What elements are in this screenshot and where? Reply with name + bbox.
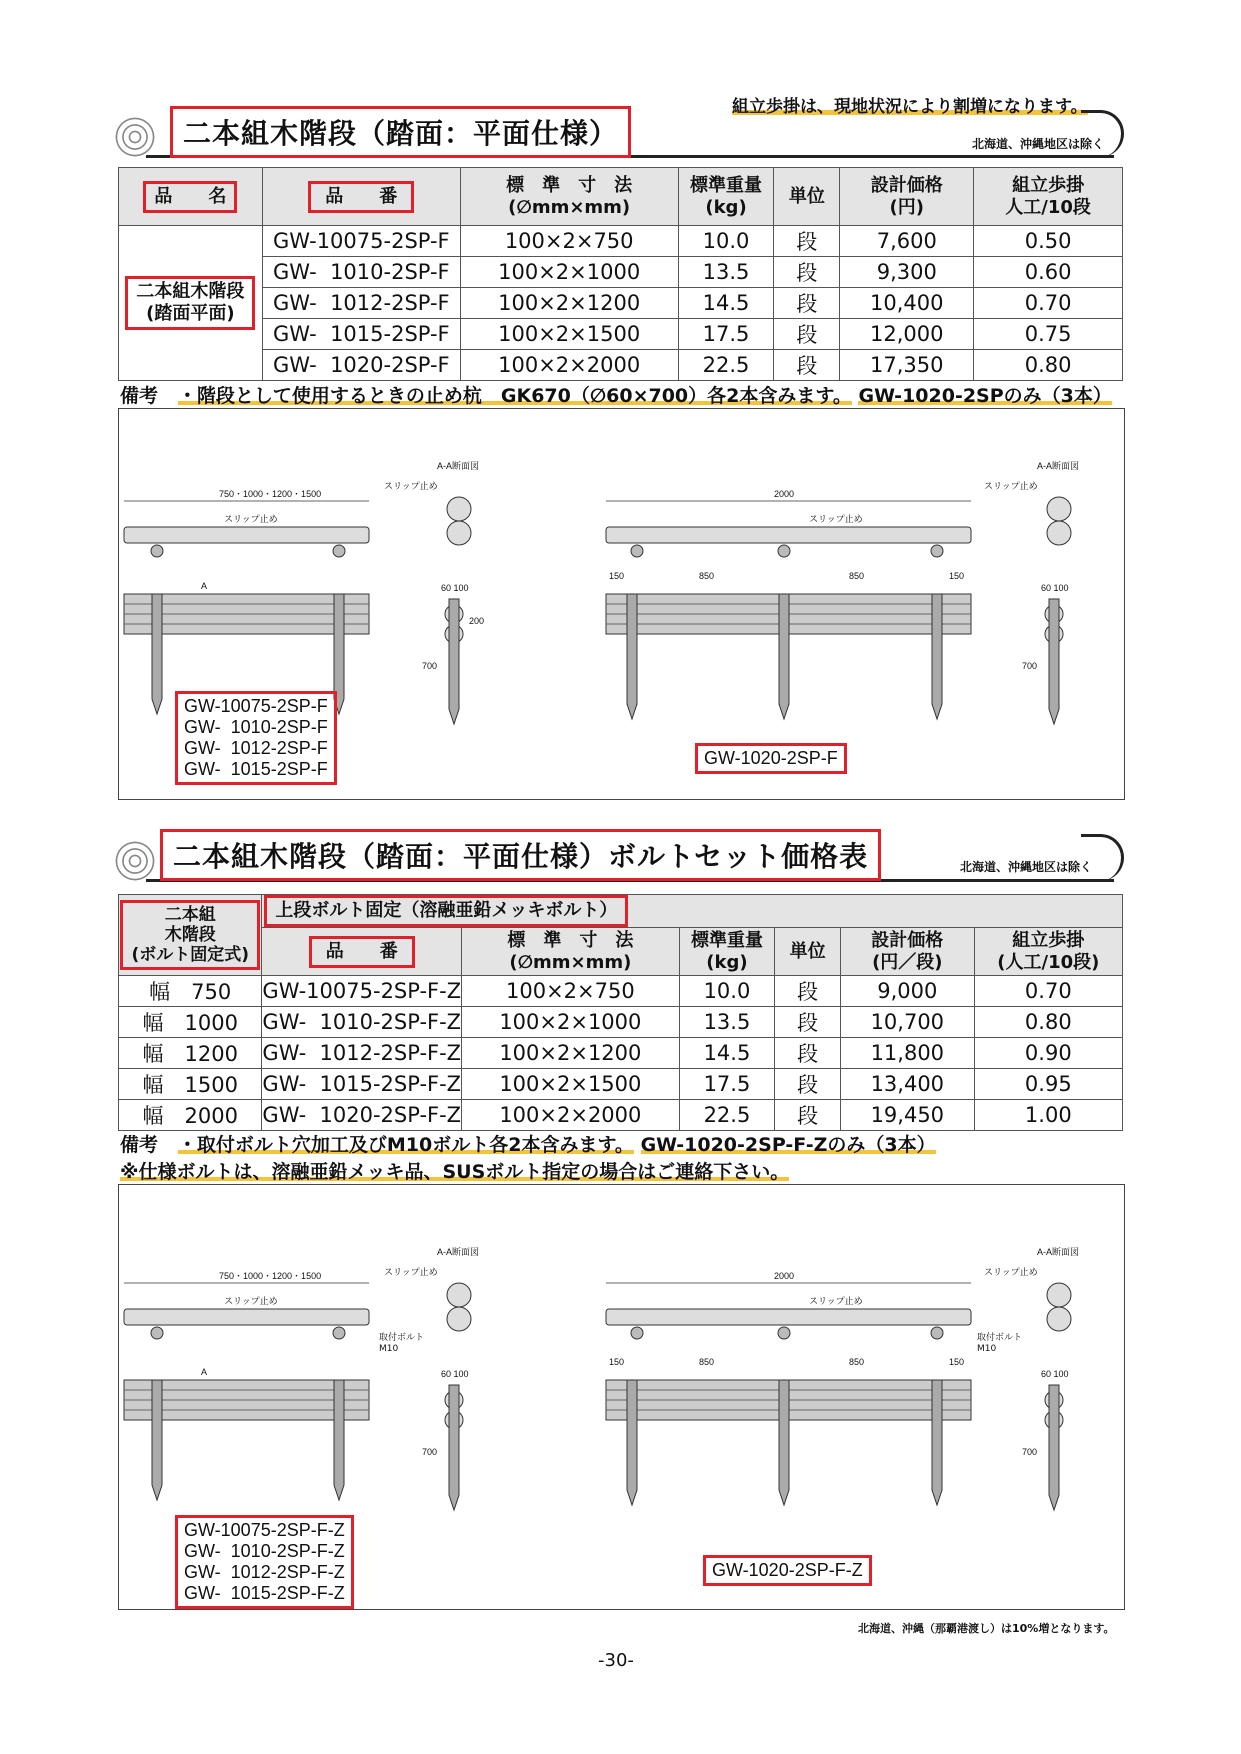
cell-dims: 100×2×1000 — [460, 257, 678, 288]
section2-region-note: 北海道、沖縄地区は除く — [960, 860, 1093, 874]
cell-dims: 100×2×1200 — [460, 288, 678, 319]
cell-labor: 0.60 — [974, 257, 1123, 288]
cell-price: 17,350 — [840, 350, 974, 381]
cell-weight: 17.5 — [678, 319, 774, 350]
log-end-icon — [112, 838, 158, 884]
header-labor: 組立歩掛 (人工/10段) — [974, 928, 1122, 976]
cell-weight: 22.5 — [679, 1100, 775, 1131]
cell-code: GW- 1010-2SP-F — [262, 257, 460, 288]
header-dims: 標 準 寸 法 (∅mm×mm) — [460, 168, 678, 226]
cell-dims: 100×2×750 — [460, 226, 678, 257]
cell-dims: 100×2×1000 — [462, 1007, 680, 1038]
header-weight: 標準重量 (kg) — [678, 168, 774, 226]
cell-dims: 100×2×1500 — [460, 319, 678, 350]
dim-label: 850 — [699, 1357, 715, 1367]
cell-weight: 22.5 — [678, 350, 774, 381]
cell-width: 幅 1000 — [119, 1007, 262, 1038]
cell-labor: 0.50 — [974, 226, 1123, 257]
dim-label: 850 — [849, 1357, 865, 1367]
cell-unit: 段 — [774, 350, 840, 381]
section2-drawing — [118, 1184, 1125, 1610]
cell-unit: 段 — [774, 226, 840, 257]
slip-label: スリップ止め — [224, 1296, 278, 1306]
dim-label: 60 100 — [441, 1369, 469, 1379]
cell-labor: 0.90 — [974, 1038, 1122, 1069]
table-row — [119, 257, 1123, 288]
slip-label: スリップ止め — [224, 514, 278, 524]
cell-price: 12,000 — [840, 319, 974, 350]
dim-label: 750・1000・1200・1500 — [219, 1271, 322, 1281]
dim-label: 60 100 — [1041, 1369, 1069, 1379]
cell-code: GW- 1020-2SP-F — [262, 350, 460, 381]
dim-label: 150 — [949, 571, 965, 581]
cell-weight: 14.5 — [678, 288, 774, 319]
remark-label: 備考 — [120, 1134, 159, 1156]
top-note: 組立歩掛は、現地状況により割増になります。 — [732, 92, 1088, 117]
left-model-label: GW-10075-2SP-F-Z GW- 1010-2SP-F-Z GW- 1012-2SP-F-Z GW- 1015-2SP-F-Z — [175, 1515, 354, 1609]
cell-unit: 段 — [775, 1007, 841, 1038]
header-labor: 組立歩掛 人工/10段 — [974, 168, 1123, 226]
section1-remarks — [120, 381, 1112, 408]
section1-drawing — [118, 408, 1125, 800]
cell-labor: 0.75 — [974, 319, 1123, 350]
dim-label: 700 — [422, 1447, 438, 1457]
cell-code: GW-10075-2SP-F-Z — [262, 976, 462, 1007]
section2-table — [118, 894, 1123, 1131]
slip-label: スリップ止め — [809, 1296, 863, 1306]
log-end-icon — [112, 114, 158, 160]
section-aa-label: A-A断面図 — [437, 461, 480, 471]
section1-title: 二本組木階段（踏面：平面仕様） — [170, 106, 631, 158]
cell-unit: 段 — [775, 1100, 841, 1131]
footer-note: 北海道、沖縄（那覇港渡し）は10%増となります。 — [858, 1622, 1115, 1635]
cell-dims: 100×2×750 — [462, 976, 680, 1007]
dim-label: 850 — [699, 571, 715, 581]
dim-label: 700 — [422, 661, 438, 671]
table-row — [119, 1100, 1123, 1131]
cell-weight: 10.0 — [678, 226, 774, 257]
dim-label: 200 — [469, 616, 485, 626]
product-name: 二本組木階段 (踏面平面) — [125, 276, 255, 330]
cell-price: 7,600 — [840, 226, 974, 257]
header-group: 上段ボルト固定（溶融亜鉛メッキボルト） — [264, 895, 628, 927]
remark-text: ・階段として使用するときの止め杭 GK670（∅60×700）各2本含みます。 — [177, 385, 852, 407]
table-row — [119, 226, 1123, 257]
section-a-label: A — [201, 581, 208, 591]
header-price: 設計価格 (円／段) — [841, 928, 975, 976]
dim-label: 60 100 — [1041, 583, 1069, 593]
section-aa-label: A-A断面図 — [1037, 461, 1080, 471]
slip-label: スリップ止め — [809, 514, 863, 524]
cell-unit: 段 — [775, 1069, 841, 1100]
cell-dims: 100×2×2000 — [462, 1100, 680, 1131]
cell-weight: 13.5 — [679, 1007, 775, 1038]
cell-width: 幅 1500 — [119, 1069, 262, 1100]
dim-label: 700 — [1022, 1447, 1038, 1457]
cell-price: 13,400 — [841, 1069, 975, 1100]
dim-label: 700 — [1022, 661, 1038, 671]
cell-labor: 0.80 — [974, 350, 1123, 381]
header-price: 設計価格 (円) — [840, 168, 974, 226]
cell-code: GW- 1015-2SP-F-Z — [262, 1069, 462, 1100]
dim-label: 750・1000・1200・1500 — [219, 489, 322, 499]
dim-label: 850 — [849, 571, 865, 581]
section-aa-label: A-A断面図 — [437, 1247, 480, 1257]
cell-unit: 段 — [775, 976, 841, 1007]
cell-weight: 17.5 — [679, 1069, 775, 1100]
cell-code: GW-10075-2SP-F — [262, 226, 460, 257]
dim-label: 2000 — [774, 489, 795, 499]
cell-price: 10,400 — [840, 288, 974, 319]
header-name: 品 名 — [143, 181, 237, 213]
remark-text: GW-1020-2SPのみ（3本） — [858, 385, 1112, 407]
table-row — [119, 319, 1123, 350]
cell-price: 9,300 — [840, 257, 974, 288]
left-model-label: GW-10075-2SP-F GW- 1010-2SP-F GW- 1012-2SP-F GW- 1015-2SP-F — [175, 691, 337, 785]
cell-price: 19,450 — [841, 1100, 975, 1131]
cell-price: 9,000 — [841, 976, 975, 1007]
remark-text: GW-1020-2SP-F-Zのみ（3本） — [640, 1134, 936, 1156]
remark-text: SUSボルト指定の場合はご連絡下さい。 — [442, 1161, 790, 1183]
cell-code: GW- 1010-2SP-F-Z — [262, 1007, 462, 1038]
header-dims: 標 準 寸 法 (∅mm×mm) — [462, 928, 680, 976]
slip-label: スリップ止め — [984, 1267, 1038, 1277]
section2-remarks — [120, 1130, 936, 1157]
cell-weight: 14.5 — [679, 1038, 775, 1069]
cell-weight: 13.5 — [678, 257, 774, 288]
right-model-label: GW-1020-2SP-F-Z — [703, 1555, 872, 1586]
table-row — [119, 1038, 1123, 1069]
remark-text: ・取付ボルト穴加工及びM10ボルト各2本含みます。 — [177, 1134, 634, 1156]
dim-label: 150 — [949, 1357, 965, 1367]
cell-code: GW- 1012-2SP-F — [262, 288, 460, 319]
slip-label: スリップ止め — [984, 481, 1038, 491]
cell-unit: 段 — [775, 1038, 841, 1069]
cell-labor: 0.70 — [974, 976, 1122, 1007]
cell-labor: 0.80 — [974, 1007, 1122, 1038]
cell-unit: 段 — [774, 288, 840, 319]
header-code: 品 番 — [308, 181, 414, 213]
cell-labor: 1.00 — [974, 1100, 1122, 1131]
remark-label: 備考 — [120, 385, 159, 407]
slip-label: スリップ止め — [384, 1267, 438, 1277]
table-row — [119, 976, 1123, 1007]
header-name: 二本組 木階段 (ボルト固定式) — [120, 900, 260, 970]
section2-title: 二本組木階段（踏面：平面仕様）ボルトセット価格表 — [160, 829, 881, 881]
dim-label: 60 100 — [441, 583, 469, 593]
cell-unit: 段 — [774, 319, 840, 350]
header-unit: 単位 — [775, 928, 841, 976]
cell-unit: 段 — [774, 257, 840, 288]
cell-labor: 0.70 — [974, 288, 1123, 319]
cell-weight: 10.0 — [679, 976, 775, 1007]
page-number: -30- — [598, 1650, 634, 1671]
cell-code: GW- 1012-2SP-F-Z — [262, 1038, 462, 1069]
remark-text: ※仕様ボルトは、溶融亜鉛メッキ品、 — [120, 1161, 443, 1183]
table-row — [119, 1069, 1123, 1100]
table-row — [119, 1007, 1123, 1038]
bolt-label: 取付ボルト M10 — [977, 1333, 1023, 1354]
cell-code: GW- 1015-2SP-F — [262, 319, 460, 350]
table-row — [119, 288, 1123, 319]
header-code: 品 番 — [309, 936, 415, 968]
cell-labor: 0.95 — [974, 1069, 1122, 1100]
dim-label: 150 — [609, 1357, 625, 1367]
section1-region-note: 北海道、沖縄地区は除く — [972, 137, 1105, 151]
section1-table — [118, 167, 1123, 381]
right-model-label: GW-1020-2SP-F — [695, 743, 847, 774]
cell-dims: 100×2×2000 — [460, 350, 678, 381]
section-aa-label: A-A断面図 — [1037, 1247, 1080, 1257]
cell-width: 幅 1200 — [119, 1038, 262, 1069]
bolt-label: 取付ボルト M10 — [379, 1333, 425, 1354]
cell-price: 11,800 — [841, 1038, 975, 1069]
dim-label: 150 — [609, 571, 625, 581]
cell-price: 10,700 — [841, 1007, 975, 1038]
header-unit: 単位 — [774, 168, 840, 226]
slip-label: スリップ止め — [384, 481, 438, 491]
dim-label: 2000 — [774, 1271, 795, 1281]
section2-remarks-2 — [120, 1157, 789, 1184]
cell-code: GW- 1020-2SP-F-Z — [262, 1100, 462, 1131]
cell-dims: 100×2×1500 — [462, 1069, 680, 1100]
section-a-label: A — [201, 1367, 208, 1377]
cell-width: 幅 750 — [119, 976, 262, 1007]
table-row — [119, 350, 1123, 381]
cell-width: 幅 2000 — [119, 1100, 262, 1131]
header-weight: 標準重量 (kg) — [679, 928, 775, 976]
cell-dims: 100×2×1200 — [462, 1038, 680, 1069]
